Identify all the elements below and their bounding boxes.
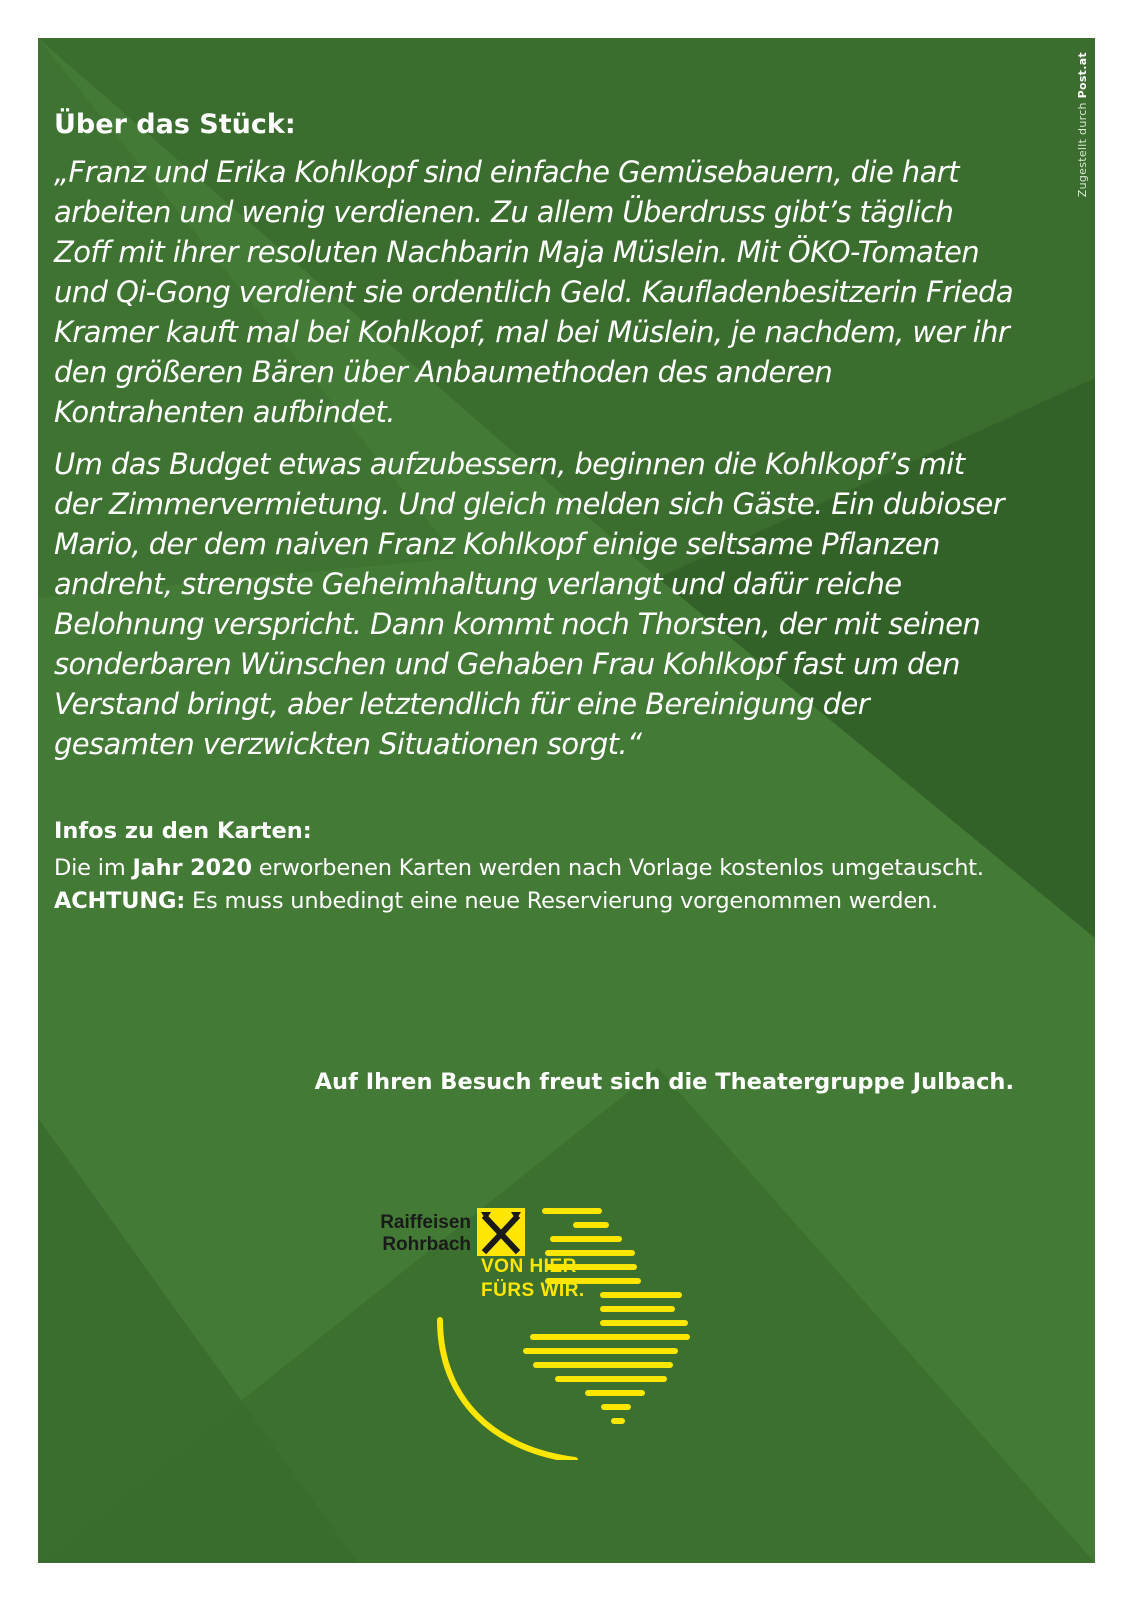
raiffeisen-gable-cross-icon xyxy=(477,1208,525,1256)
stripe-map-graphic xyxy=(523,1208,690,1424)
sponsor-name-line-1: Raiffeisen xyxy=(380,1212,471,1233)
sponsor-slogan-line-1: VON HIER xyxy=(481,1256,577,1277)
tickets-info xyxy=(54,852,1014,918)
postmark-prefix: Zugestellt durch xyxy=(1076,102,1089,198)
sponsor-name-line-2: Rohrbach xyxy=(382,1234,471,1255)
background-bottom-left-wedge xyxy=(38,1118,358,1563)
about-heading: Über das Stück: xyxy=(54,109,296,140)
about-paragraph-1: „Franz und Erika Kohlkopf sind einfache Gemüsebauern, die hart arbeiten und wenig verdienen. Zu allem Überdruss gibt’s täglich Zoff mit ihrer resoluten Nachbarin Maja Müslein. Mit ÖKO-Tomaten und Qi-Gong verdient sie ordentlich Geld. Kaufladenbesitzerin Frieda Kramer kauft mal bei Kohlkopf, mal bei Müslein, je nachdem, wer ihr den größeren Bären über Anbaumethoden des anderen Kontrahenten aufbindet. xyxy=(54,155,1014,429)
closing-line: Auf Ihren Besuch freut sich die Theatergruppe Julbach. xyxy=(314,1069,1014,1095)
main-content xyxy=(54,108,1014,918)
about-paragraph-2: Um das Budget etwas aufzubessern, beginnen die Kohlkopf’s mit der Zimmervermietung. Und gleich melden sich Gäste. Ein dubioser Mario, der dem naiven Franz Kohlkopf einige seltsame Pflanzen andreht, strengste Geheimhaltung verlangt und dafür reiche Belohnung verspricht. Dann kommt noch Thorsten, der mit seinen sonderbaren Wünschen und Gehaben Frau Kohlkopf fast um den Verstand bringt, aber letztendlich für eine Bereinigung der gesamten verzwickten Situationen sorgt.“ xyxy=(54,447,1004,761)
tickets-warning: ACHTUNG: xyxy=(54,888,186,914)
sponsor-slogan xyxy=(481,1255,585,1303)
sponsor-arc xyxy=(440,1320,575,1460)
tickets-text-1: Die im xyxy=(54,855,133,881)
postmark-brand: Post.at xyxy=(1076,52,1089,99)
tickets-year: Jahr 2020 xyxy=(132,855,252,881)
tickets-text-3: Es muss unbedingt eine neue Reservierung vorgenommen werden. xyxy=(185,888,939,914)
tickets-text-2: erworbenen Karten werden nach Vorlage kostenlos umgetauscht. xyxy=(251,855,984,881)
postmark-label xyxy=(1076,52,1089,197)
tickets-heading: Infos zu den Karten: xyxy=(54,818,312,844)
sponsor-graphic xyxy=(355,1160,715,1460)
sponsor-slogan-line-2: FÜRS WIR. xyxy=(481,1280,585,1301)
sponsor-logo xyxy=(355,1160,715,1460)
